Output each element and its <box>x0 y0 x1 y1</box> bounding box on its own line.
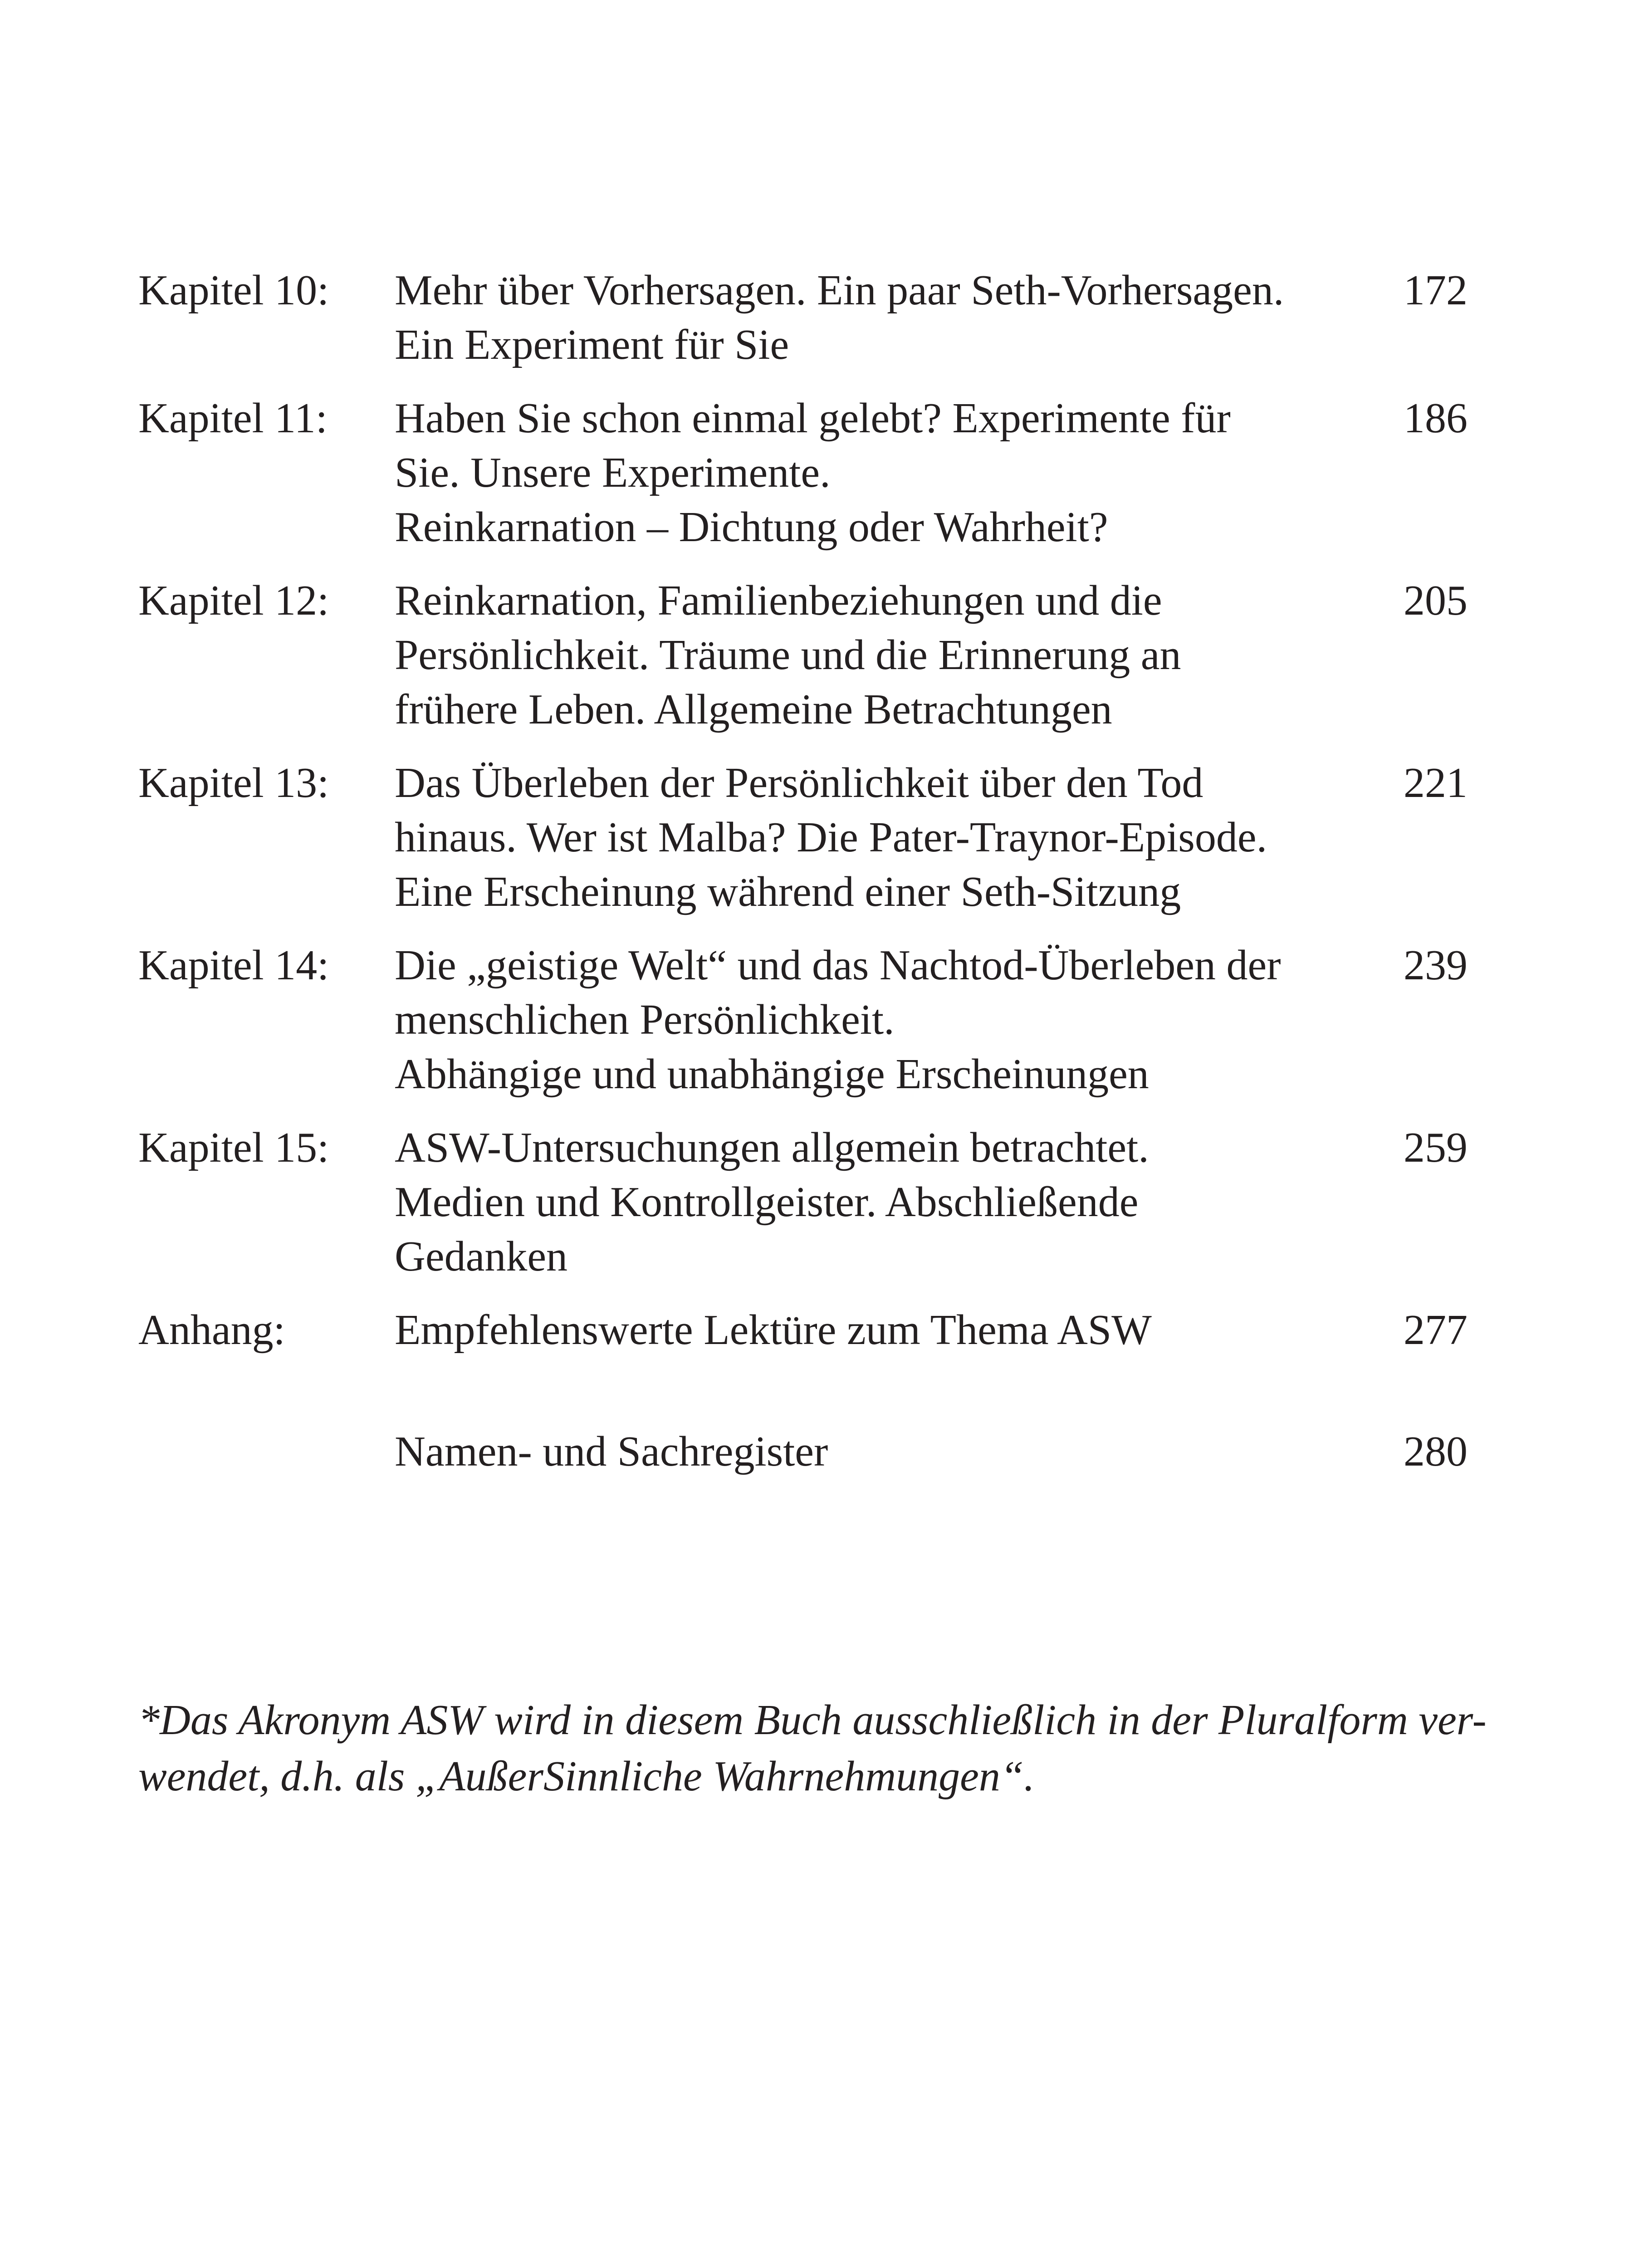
toc-entry-page-number: 221 <box>1404 759 1468 807</box>
toc-entry-title-line: Namen- und Sachregister <box>395 1428 828 1475</box>
toc-entry-title-line: Abhängige und unabhängige Erscheinungen <box>395 1051 1149 1098</box>
toc-entry-title-line: Die „geistige Welt“ und das Nachtod-Überleben der <box>395 942 1281 989</box>
table-of-contents <box>138 263 1468 1498</box>
toc-entry-label: Anhang: <box>138 1306 285 1354</box>
toc-entry-title-line: hinaus. Wer ist Malba? Die Pater-Traynor-Episode. <box>395 814 1267 861</box>
toc-entry-title <box>395 938 1338 1101</box>
toc-entry-kapitel-11 <box>138 391 1468 554</box>
toc-entry-label: Kapitel 12: <box>138 577 329 624</box>
toc-entry-page-number: 205 <box>1404 577 1468 624</box>
toc-entry-title-line: Gedanken <box>395 1233 568 1280</box>
toc-entry-title-line: frühere Leben. Allgemeine Betrachtungen <box>395 686 1112 733</box>
toc-entry-label: Kapitel 11: <box>138 395 328 442</box>
toc-entry-title-line: Mehr über Vorhersagen. Ein paar Seth-Vorhersagen. <box>395 267 1284 314</box>
toc-entry-title-line: Haben Sie schon einmal gelebt? Experimente für <box>395 395 1231 442</box>
toc-entry-title <box>395 391 1338 554</box>
toc-entry-title <box>395 263 1338 372</box>
toc-entry-label: Kapitel 14: <box>138 942 329 989</box>
toc-entry-title-line: Medien und Kontrollgeister. Abschließende <box>395 1178 1139 1226</box>
toc-entry-kapitel-13 <box>138 756 1468 919</box>
toc-entry-kapitel-14 <box>138 938 1468 1101</box>
footnote-line: wendet, d.h. als „AußerSinnliche Wahrnehmungen“. <box>138 1753 1035 1800</box>
toc-entry-title-line: Reinkarnation, Familienbeziehungen und die <box>395 577 1162 624</box>
toc-entry-title-line: Eine Erscheinung während einer Seth-Sitzung <box>395 868 1181 915</box>
toc-entry-title-line: Reinkarnation – Dichtung oder Wahrheit? <box>395 503 1108 551</box>
toc-entry-page-number: 280 <box>1404 1428 1468 1475</box>
toc-entry-kapitel-15 <box>138 1120 1468 1284</box>
toc-entry-title-line: Empfehlenswerte Lektüre zum Thema ASW <box>395 1306 1152 1354</box>
toc-entry-title-line: Sie. Unsere Experimente. <box>395 449 831 496</box>
toc-entry-page-number: 239 <box>1404 942 1468 989</box>
toc-entry-page-number: 277 <box>1404 1306 1468 1354</box>
toc-entry-title <box>395 1303 1338 1357</box>
toc-entry-label: Kapitel 13: <box>138 759 329 807</box>
toc-entry-page-number: 186 <box>1404 395 1468 442</box>
toc-entry-title <box>395 1120 1338 1284</box>
toc-entry-anhang <box>138 1303 1468 1357</box>
toc-entry-kapitel-12 <box>138 573 1468 737</box>
toc-entry-title-line: ASW-Untersuchungen allgemein betrachtet. <box>395 1124 1149 1171</box>
toc-entry-title <box>395 573 1338 737</box>
toc-entry-title-line: menschlichen Persönlichkeit. <box>395 996 895 1043</box>
footnote <box>138 1692 1487 1804</box>
toc-entry-label: Kapitel 10: <box>138 267 329 314</box>
toc-entry-title <box>395 756 1338 919</box>
toc-entry-title-line: Ein Experiment für Sie <box>395 321 789 368</box>
toc-entry-register <box>138 1424 1468 1479</box>
toc-entry-page-number: 172 <box>1404 267 1468 314</box>
toc-entry-page-number: 259 <box>1404 1124 1468 1171</box>
toc-entry-kapitel-10 <box>138 263 1468 372</box>
toc-entry-title <box>395 1424 1338 1479</box>
toc-entry-label: Kapitel 15: <box>138 1124 329 1171</box>
toc-entry-title-line: Persönlichkeit. Träume und die Erinnerung an <box>395 631 1181 679</box>
footnote-line: *Das Akronym ASW wird in diesem Buch ausschließlich in der Pluralform ver- <box>138 1696 1487 1744</box>
toc-entry-title-line: Das Überleben der Persönlichkeit über den Tod <box>395 759 1203 807</box>
